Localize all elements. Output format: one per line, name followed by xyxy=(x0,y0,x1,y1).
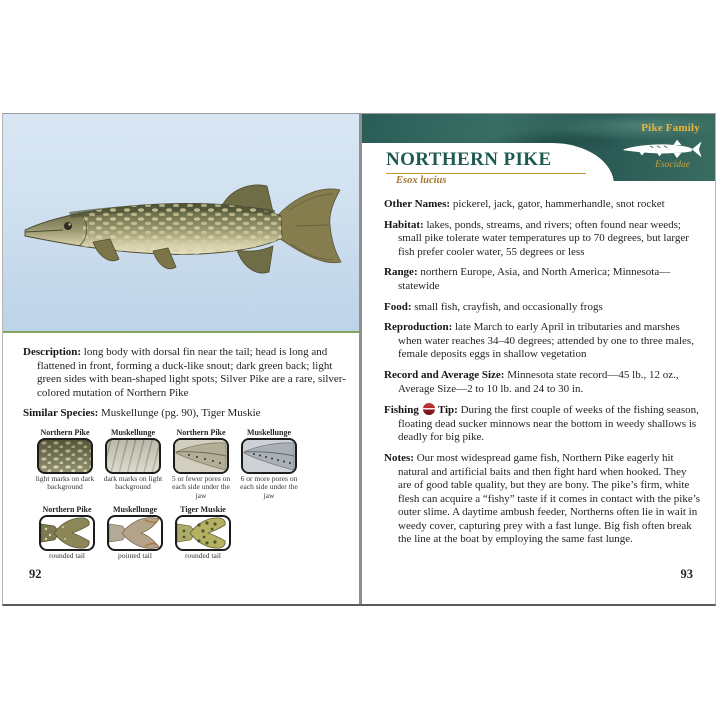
record-size-section xyxy=(384,369,701,396)
family-banner xyxy=(362,114,715,186)
left-page-text xyxy=(3,333,359,421)
right-page xyxy=(362,114,715,604)
title-underline xyxy=(386,173,586,174)
section-text: During the first couple of weeks of the fishing season, floating dead sucker minnows near the bottom in weedy shallows is deadly for big pike. xyxy=(398,404,699,444)
comparison-cell xyxy=(101,428,165,501)
description-text: long body with dorsal fin near the tail; head is long and flattened in front, forming a duck-like snout; dark green back; light green sides with bean-shaped light spots; Silver Pike are a rare, silver-colored mutation of Northern Pike xyxy=(37,346,346,399)
northern-pike-illustration xyxy=(11,162,351,292)
fishing-tip-label-post: Tip: xyxy=(437,404,458,417)
section-label: Food: xyxy=(384,300,412,313)
section-label: Habitat: xyxy=(384,218,424,231)
comparison-cell xyxy=(169,428,233,501)
comparison-cell xyxy=(35,505,99,561)
reproduction-section xyxy=(384,321,701,362)
species-details xyxy=(362,181,715,547)
comparison-caption: 5 or fewer pores on each side under the jaw xyxy=(171,473,231,500)
comparison-cell xyxy=(103,505,167,561)
comparison-title: Muskellunge xyxy=(112,505,157,514)
section-text: lakes, ponds, streams, and rivers; often found near weeds; small pike tolerate water temperatures up to 70 degrees, but larger fish prefer cooler water, 55 degrees or less xyxy=(398,218,689,258)
left-page-number: 92 xyxy=(29,567,42,581)
section-text: pickerel, jack, gator, hammerhandle, snot rocket xyxy=(452,198,665,210)
section-label: Notes: xyxy=(384,451,414,464)
comparison-caption: rounded tail xyxy=(184,551,222,560)
section-label: Reproduction: xyxy=(384,321,453,334)
section-text: Our most widespread game fish, Northern Pike eagerly hit natural and artificial baits and then fight hard when hooked. They are of good table quality, but they are bony. The pike’s firm, white flesh can acquire a “fishy” taste if it comes in contact with the pike’s outer slime. A daytime ambush feeder, Northerns often lie in wait in weedy cover, capturing prey with a fast lunge. Big fish often break the line at the boat by employing the same fast lunge. xyxy=(398,451,701,546)
fishing-tip-label-pre: Fishing xyxy=(384,404,419,417)
muskellunge-scales-image xyxy=(105,438,161,474)
northern-pike-tail-image xyxy=(39,515,95,551)
comparison-caption: light marks on dark background xyxy=(35,473,95,491)
muskellunge-jaw-pores-image xyxy=(241,438,297,474)
notes-section xyxy=(384,452,701,547)
pike-silhouette-icon xyxy=(623,138,703,159)
comparison-cell xyxy=(33,428,97,501)
comparison-title: Northern Pike xyxy=(42,505,92,514)
comparison-row-1 xyxy=(33,428,359,501)
section-text: northern Europe, Asia, and North America; Minnesota—statewide xyxy=(398,266,671,292)
food-section xyxy=(384,301,701,315)
habitat-section xyxy=(384,219,701,260)
other-names-section xyxy=(384,198,701,212)
fish-illustration-panel xyxy=(3,114,359,333)
comparison-title: Tiger Muskie xyxy=(180,505,226,514)
comparison-caption: pointed tail xyxy=(118,551,152,560)
comparison-title: Northern Pike xyxy=(176,427,226,437)
comparison-title: Northern Pike xyxy=(40,427,90,437)
description-paragraph xyxy=(23,346,349,400)
section-text: late March to early April in tributaries and marshes when water reaches 34–40 degrees; attended by one to three males, female deposits eggs in shallow vegetation xyxy=(398,321,694,361)
section-text: Minnesota state record—45 lb., 12 oz., Average Size—2 to 10 lb. and 24 to 30 in. xyxy=(398,368,679,395)
comparison-caption: rounded tail xyxy=(48,551,86,560)
comparison-caption: 6 or more pores on each side under the jaw xyxy=(240,473,298,500)
comparison-caption: dark marks on light background xyxy=(103,473,163,491)
section-label: Record and Average Size: xyxy=(384,368,505,381)
northern-pike-scales-image xyxy=(37,438,93,474)
comparison-cell xyxy=(171,505,235,561)
muskellunge-tail-image xyxy=(107,515,163,551)
right-page-number: 93 xyxy=(680,567,693,581)
similar-species-paragraph xyxy=(23,407,349,421)
comparison-title: Muskellunge xyxy=(110,427,155,437)
fishing-tip-section xyxy=(384,403,701,445)
family-name: Pike Family xyxy=(641,122,700,134)
range-section xyxy=(384,266,701,293)
left-page xyxy=(3,114,359,604)
family-latin-name: Esocidae xyxy=(655,160,690,170)
comparison-cell xyxy=(237,428,301,501)
tiger-muskie-tail-image xyxy=(175,515,231,551)
species-title: NORTHERN PIKE xyxy=(386,149,552,170)
section-label: Range: xyxy=(384,266,418,279)
species-latin-name: Esox lucius xyxy=(396,175,447,186)
section-label: Other Names: xyxy=(384,198,451,210)
description-label: Description: xyxy=(23,346,82,358)
similar-species-text: Muskellunge (pg. 90), Tiger Muskie xyxy=(101,407,261,419)
comparison-title: Muskellunge xyxy=(246,427,291,437)
comparison-row-2 xyxy=(35,505,359,561)
northern-pike-jaw-pores-image xyxy=(173,438,229,474)
section-text: small fish, crayfish, and occasionally frogs xyxy=(414,300,603,313)
bobber-icon xyxy=(423,403,435,415)
book-spread xyxy=(2,113,716,606)
similar-species-label: Similar Species: xyxy=(23,407,99,419)
